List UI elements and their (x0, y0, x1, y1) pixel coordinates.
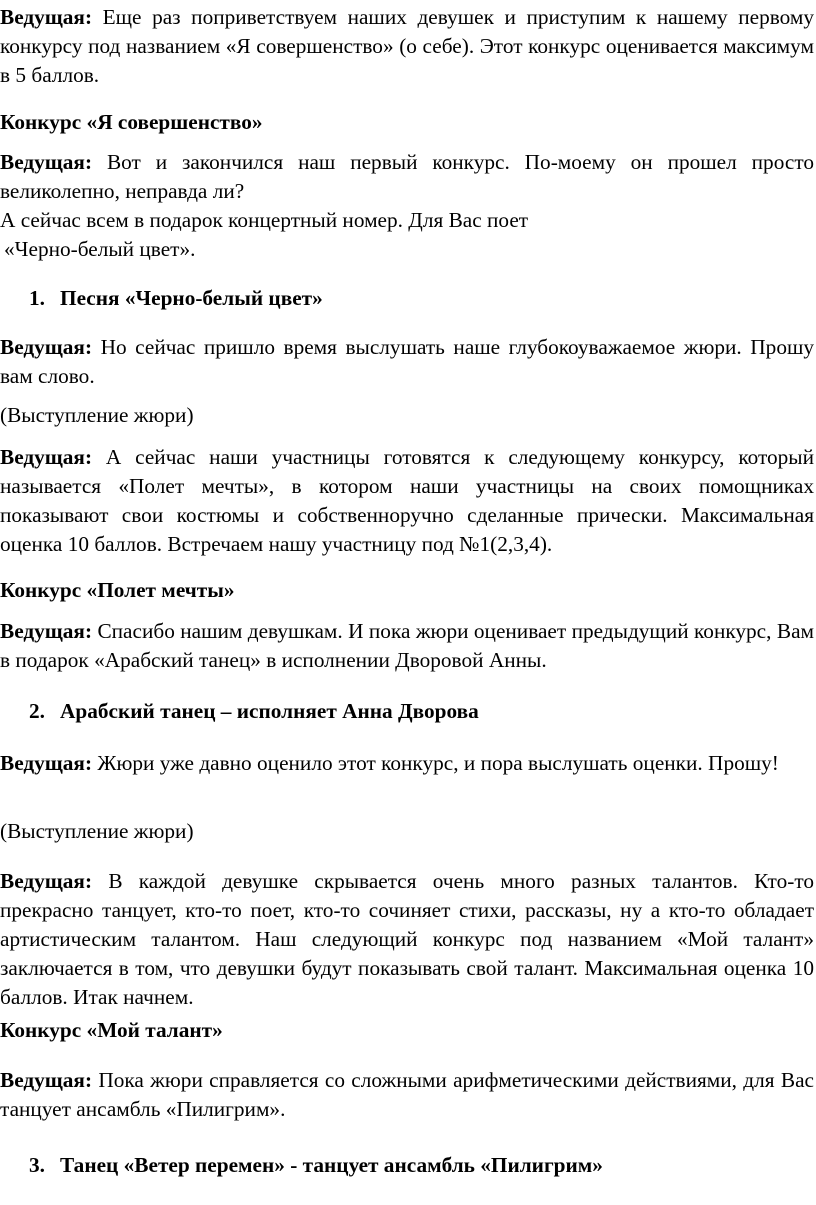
paragraph-line: «Черно-белый цвет». (4, 237, 196, 261)
speaker-label: Ведущая: (0, 751, 93, 775)
speaker-label: Ведущая: (0, 869, 93, 893)
section-heading: Конкурс «Я совершенство» (0, 110, 263, 134)
speaker-label: Ведущая: (0, 335, 93, 359)
paragraph-text: Но сейчас пришло время выслушать наше глубокоуважаемое жюри. Прошу вам слово. (0, 335, 815, 388)
paragraph-intro (0, 3, 814, 90)
speaker-label: Ведущая: (0, 150, 93, 174)
paragraph (0, 148, 814, 206)
item-number: 2. (29, 699, 45, 723)
speaker-label: Ведущая: (0, 619, 93, 643)
section-heading: Конкурс «Полет мечты» (0, 578, 235, 602)
paragraph-text: А сейчас наши участницы готовятся к следующему конкурсу, который называется «Полет мечты», в котором наши участницы на своих помощниках показывают свои костюмы и собственноручно сделанные прически. Максимальная оценка 10 баллов. Встречаем нашу участницу под №1(2,3,4). (0, 445, 814, 556)
paragraph-text: Пока жюри справляется со сложными арифметическими действиями, для Вас танцует ансамбль «Пилигрим». (0, 1068, 814, 1121)
paragraph (0, 617, 814, 675)
paragraph-text: Жюри уже давно оценило этот конкурс, и пора выслушать оценки. Прошу! (97, 751, 779, 775)
item-number: 3. (29, 1153, 45, 1177)
speaker-label: Ведущая: (0, 5, 93, 29)
paragraph (0, 867, 814, 1012)
stage-direction: (Выступление жюри) (0, 403, 194, 427)
item-text: Танец «Ветер перемен» - танцует ансамбль «Пилигрим» (60, 1153, 603, 1177)
paragraph (0, 443, 814, 559)
paragraph (0, 749, 814, 778)
item-number: 1. (29, 286, 45, 310)
stage-direction: (Выступление жюри) (0, 819, 194, 843)
speaker-label: Ведущая: (0, 445, 93, 469)
section-heading: Конкурс «Мой талант» (0, 1018, 223, 1042)
paragraph (0, 333, 814, 391)
item-text: Песня «Черно-белый цвет» (60, 286, 323, 310)
paragraph-text: Еще раз поприветствуем наших девушек и приступим к нашему первому конкурсу под названием «Я совершенство» (о себе). Этот конкурс оценивается максимум в 5 баллов. (0, 5, 815, 87)
speaker-label: Ведущая: (0, 1068, 93, 1092)
paragraph-line: А сейчас всем в подарок концертный номер. Для Вас поет (0, 208, 529, 232)
item-text: Арабский танец – исполняет Анна Дворова (60, 699, 479, 723)
paragraph-text: Спасибо нашим девушкам. И пока жюри оценивает предыдущий конкурс, Вам в подарок «Арабский танец» в исполнении Дворовой Анны. (0, 619, 814, 672)
paragraph-text: Вот и закончился наш первый конкурс. По-моему он прошел просто великолепно, неправда ли? (0, 150, 815, 203)
paragraph (0, 1066, 814, 1124)
paragraph-text: В каждой девушке скрывается очень много разных талантов. Кто-то прекрасно танцует, кто-то поет, кто-то сочиняет стихи, рассказы, ну а кто-то обладает артистическим талантом. Наш следующий конкурс под названием «Мой талант» заключается в том, что девушки будут показывать свой талант. Максимальная оценка 10 баллов. Итак начнем. (0, 869, 815, 1009)
